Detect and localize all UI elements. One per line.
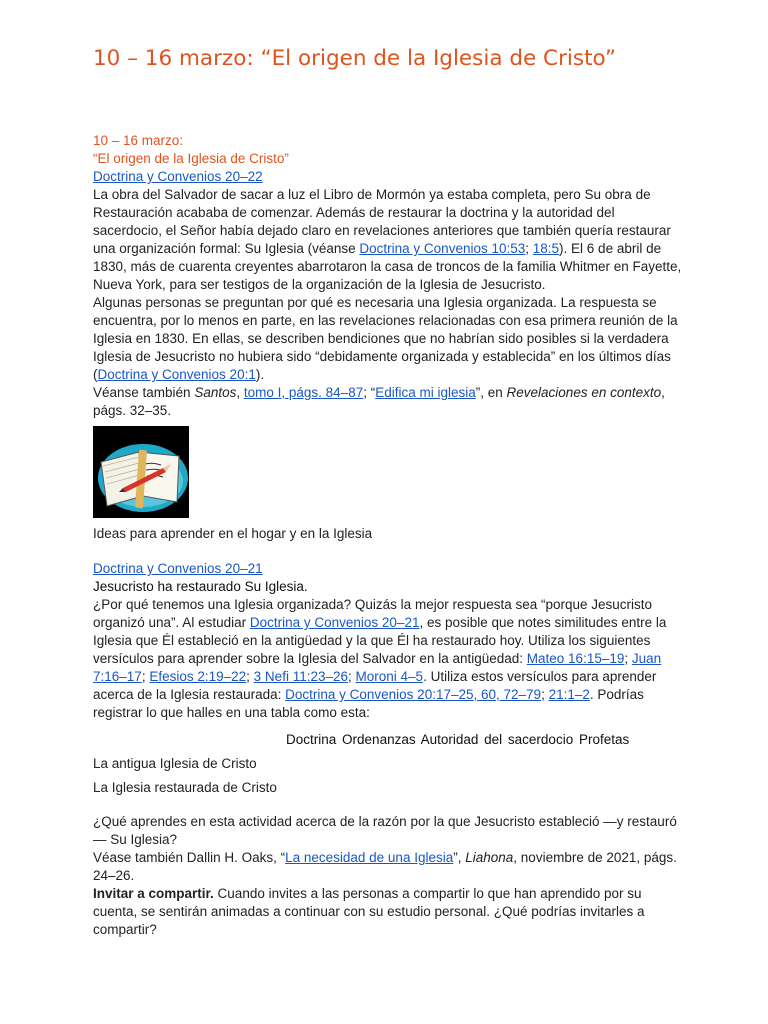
table-header-cell: Profetas [578,732,630,747]
3-nefi-link[interactable]: 3 Nefi 11:23–26 [253,669,348,684]
open-journal-with-pen-icon [93,426,189,518]
dc-10-53-link[interactable]: Doctrina y Convenios 10:53 [359,241,526,256]
reflection-question: ¿Qué aprendes en esta actividad acerca de la razón por la que Jesucristo estableció —y restauró— Su Iglesia? [93,814,677,847]
table-header-cell: Ordenanzas [342,732,416,747]
see-also-paragraph: Véanse también Santos, tomo I, págs. 84–87; “Edifica mi iglesia”, en Revelaciones en contexto, págs. 32–35. [93,385,665,418]
lesson-subtitle: “El origen de la Iglesia de Cristo” [93,151,289,166]
dc-20-21-section-link[interactable]: Doctrina y Convenios 20–21 [93,561,263,576]
santos-link[interactable]: tomo I, págs. 84–87 [243,385,364,400]
study-paragraph: ¿Por qué tenemos una Iglesia organizada? Quizás la mejor respuesta sea “porque Jesucristo organizó una”. Al estudiar Doctrina y Convenios 20–21, es posible que notes similitudes entre la Iglesia que Él estableció en la antigüedad y la que Él ha restaurado hoy. Utiliza los siguientes versículos para aprender sobre la Iglesia del Salvador en la antigüedad: Mateo 16:15–19; Juan 7:16–17; Efesios 2:19–22; 3 Nefi 11:23–26; Moroni 4–5. Utiliza estos versículos para aprender acerca de la Iglesia restaurada: Doctrina y Convenios 20:17–25, 60, 72–79; 21:1–2. Podrías registrar lo que halles en una tabla como esta: [93,597,667,720]
document-body [93,132,683,939]
mateo-link[interactable]: Mateo 16:15–19 [526,651,625,666]
page-title: 10 – 16 marzo: “El origen de la Iglesia de Cristo” [93,46,617,71]
oaks-reference: Véase también Dallin H. Oaks, “La necesidad de una Iglesia”, Liahona, noviembre de 2021, págs. 24–26. [93,850,677,883]
efesios-link[interactable]: Efesios 2:19–22 [149,669,247,684]
juan-link[interactable]: Juan 7:16–17 [93,651,662,684]
intro-paragraph: La obra del Salvador de sacar a luz el Libro de Mormón ya estaba completa, pero Su obra de Restauración acababa de comenzar. Además de restaurar la doctrina y la autoridad del sacerdocio, el Señor había dejado claro en revelaciones anteriores que también quería restaurar una organización formal: Su Iglesia (véanse Doctrina y Convenios 10:53; 18:5). El 6 de abril de 1830, más de cuarenta creyentes abarrotaron la casa de troncos de la familia Whitmer en Fayette, Nueva York, para ser testigos de la organización de la Iglesia de Jesucristo. [93,187,682,292]
section-heading: Jesucristo ha restaurado Su Iglesia. [93,579,308,594]
image-caption: Ideas para aprender en el hogar y en la Iglesia [93,526,373,541]
dc-18-5-link[interactable]: 18:5 [532,241,560,256]
table-row-ancient: La antigua Iglesia de Cristo [93,756,257,771]
why-church-paragraph: Algunas personas se preguntan por qué es necesaria una Iglesia organizada. La respuesta se encuentra, por lo menos en parte, en las revelaciones relacionadas con esa primera reunión de la Iglesia en 1830. En ellas, se describen bendiciones que no habrían sido posibles si la verdadera Iglesia de Jesucristo no hubiera sido “debidamente organizada y establecida” en los últimos días (Doctrina y Convenios 20:1). [93,295,678,382]
necesidad-iglesia-link[interactable]: La necesidad de una Iglesia [285,850,454,865]
dc-20-22-link[interactable]: Doctrina y Convenios 20–22 [93,169,263,184]
lesson-date: 10 – 16 marzo: [93,133,184,148]
dc-20-17-link[interactable]: Doctrina y Convenios 20:17–25, 60, 72–79 [285,687,542,702]
restored-church-section [93,560,683,939]
table-header-cell: Autoridad del sacerdocio [420,732,574,747]
dc-20-21-link[interactable]: Doctrina y Convenios 20–21 [249,615,420,630]
comparison-table-header [286,731,683,749]
edifica-link[interactable]: Edifica mi iglesia [375,385,476,400]
moroni-link[interactable]: Moroni 4–5 [355,669,424,684]
dc-21-1-link[interactable]: 21:1–2 [548,687,590,702]
dc-20-1-link[interactable]: Doctrina y Convenios 20:1 [97,367,256,382]
table-header-cell: Doctrina [286,732,337,747]
table-row-restored: La Iglesia restaurada de Cristo [93,780,277,795]
invite-to-share-paragraph: Invitar a compartir. Cuando invites a las personas a compartir lo que han aprendido por su cuenta, se sentirán animadas a continuar con su estudio personal. ¿Qué podrías invitarles a compartir? [93,886,645,937]
